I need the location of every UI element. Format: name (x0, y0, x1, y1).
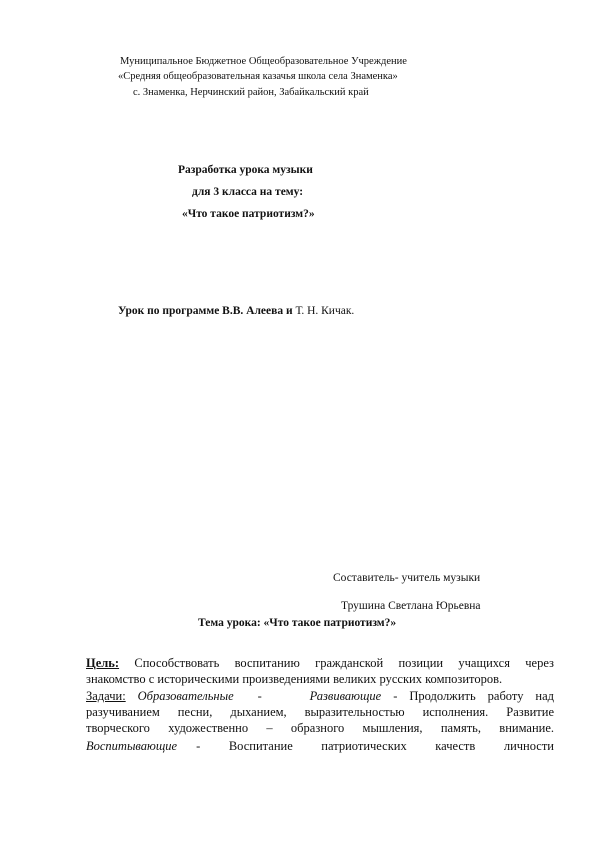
goal-line-1 (86, 655, 554, 671)
author-role: Составитель- учитель музыки (333, 572, 481, 584)
tasks-line-4 (86, 738, 554, 754)
tasks-line-1 (86, 688, 554, 704)
program-label: Урок по программе В.В. Алеева и (118, 305, 293, 317)
title-line-1: Разработка урока музыки (178, 164, 313, 176)
title-line-2: для 3 класса на тему: (192, 186, 304, 198)
school-address-line: с. Знаменка, Нерчинский район, Забайкальский край (133, 87, 369, 98)
program-authors: Т. Н. Кичак. (292, 305, 355, 317)
lesson-topic: Тема урока: «Что такое патриотизм?» (198, 617, 397, 629)
goal-label: Цель: (86, 656, 120, 670)
tasks-line1-rest: - Продолжить работу над (381, 689, 555, 703)
goal-text-1: Способствовать воспитанию гражданской позиции учащихся через (119, 656, 554, 670)
tasks-educational: Образовательные (137, 689, 234, 703)
goal-line-2: знакомство с историческими произведениями великих русских композиторов. (86, 672, 503, 686)
tasks-line4-rest: - Воспитание патриотических качеств личности (177, 739, 554, 753)
tasks-upbringing: Воспитывающие (86, 739, 178, 753)
tasks-sep: - (233, 689, 310, 703)
school-name-line-1: Муниципальное Бюджетное Общеобразовательное Учреждение (120, 56, 407, 67)
tasks-line-2: разучиванием песни, дыханием, выразительностью исполнения. Развитие (86, 705, 554, 719)
tasks-label: Задачи: (86, 689, 126, 703)
title-line-3: «Что такое патриотизм?» (182, 208, 315, 220)
school-name-line-2: «Средняя общеобразовательная казачья школа села Знаменка» (118, 71, 398, 82)
tasks-line-3: творческого художественно – образного мышления, память, внимание. (86, 721, 554, 735)
author-name: Трушина Светлана Юрьевна (341, 600, 481, 612)
tasks-developing: Развивающие (309, 689, 382, 703)
program-line (118, 305, 354, 318)
